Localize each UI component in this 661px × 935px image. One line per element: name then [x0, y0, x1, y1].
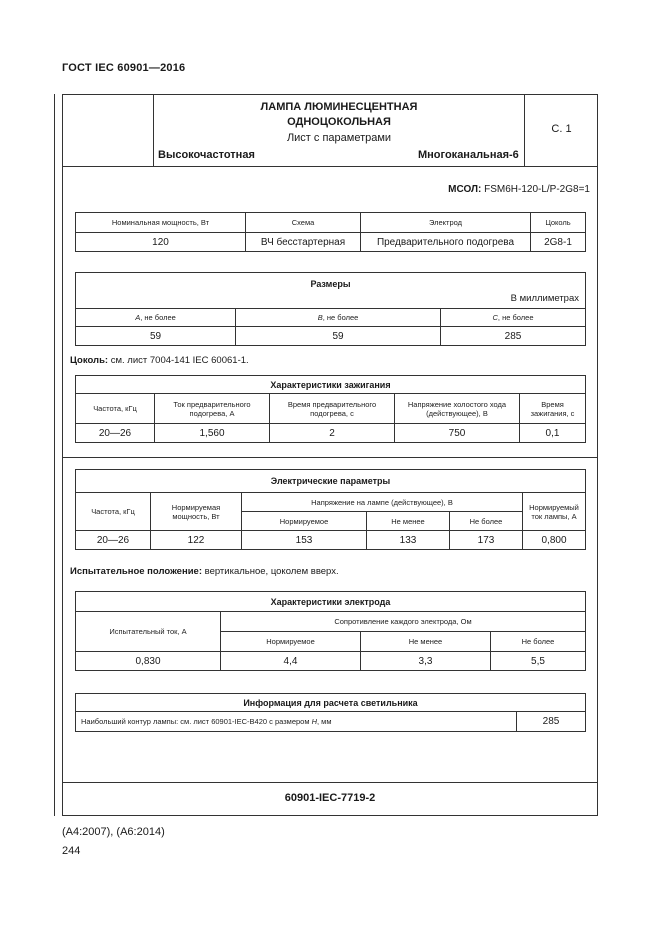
- ignition-header: Время зажигания, с: [520, 394, 586, 424]
- ignition-header: Время предварительного подогрева, с: [270, 394, 395, 424]
- cap-note-label: Цоколь:: [70, 355, 109, 366]
- ignition-header: Напряжение холостого хода (действующее), В: [395, 394, 520, 424]
- binding-line: [54, 94, 55, 816]
- lamp-type-right: Многоканальная-6: [418, 149, 519, 161]
- dimensions-table: [75, 272, 586, 346]
- dimensions-unit: В миллиметрах: [510, 293, 579, 304]
- dimension-value: 59: [76, 327, 236, 346]
- electrode-sub-max: Не более: [491, 632, 586, 652]
- sheet-title-line1: ЛАМПА ЛЮМИНЕСЦЕНТНАЯ: [260, 101, 418, 113]
- electrical-title: Электрические параметры: [76, 470, 586, 493]
- electrical-value: 153: [242, 531, 367, 550]
- electrical-value: 20—26: [76, 531, 151, 550]
- lamp-type-left: Высокочастотная: [158, 149, 255, 161]
- sheet-title: [154, 100, 524, 130]
- main-value: 120: [76, 233, 246, 252]
- main-header: Схема: [246, 213, 361, 233]
- ignition-value: 750: [395, 424, 520, 443]
- electrode-title: Характеристики электрода: [76, 592, 586, 612]
- electrode-header-resistance: Сопротивление каждого электрода, Ом: [221, 612, 586, 632]
- electrode-header-test-current: Испытательный ток, А: [76, 612, 221, 652]
- sheet-subtitle: Лист с параметрами: [286, 132, 392, 144]
- msol-value: FSM6H-120-L/P-2G8=1: [484, 184, 590, 195]
- electrode-sub-nominal: Нормируемое: [221, 632, 361, 652]
- standard-title: ГОСТ IEC 60901—2016: [62, 62, 186, 74]
- luminaire-title: Информация для расчета светильника: [76, 694, 586, 712]
- dimensions-title: Размеры: [310, 279, 351, 289]
- header-bottom-line: [62, 166, 598, 167]
- electrode-value: 4,4: [221, 652, 361, 671]
- ignition-table: [75, 375, 586, 443]
- ignition-header: Ток предварительного подогрева, А: [155, 394, 270, 424]
- test-position-text: вертикальное, цоколем вверх.: [201, 566, 339, 577]
- ignition-header: Частота, кГц: [76, 394, 155, 424]
- luminaire-value: 285: [517, 712, 586, 732]
- dimension-header: A, не более: [76, 309, 236, 327]
- luminaire-text: Наибольший контур лампы: см. лист 60901-IEC-B420 с размером H, мм: [76, 712, 517, 732]
- section-divider: [62, 457, 598, 458]
- main-table: [75, 212, 586, 252]
- main-value: ВЧ бесстартерная: [246, 233, 361, 252]
- cap-note-text: см. лист 7004-141 IEC 60061-1.: [108, 355, 249, 366]
- electrode-value: 0,830: [76, 652, 221, 671]
- electrical-header-frequency: Частота, кГц: [76, 493, 151, 531]
- ignition-title: Характеристики зажигания: [76, 376, 586, 394]
- sheet-page: С. 1: [551, 123, 572, 135]
- main-header: Номинальная мощность, Вт: [76, 213, 246, 233]
- electrical-value: 122: [151, 531, 242, 550]
- electrical-table: [75, 469, 586, 550]
- electrical-sub-min: Не менее: [367, 512, 450, 531]
- electrical-header-current: Нормируемый ток лампы, А: [523, 493, 586, 531]
- dimension-header: B, не более: [236, 309, 441, 327]
- main-value: Предварительного подогрева: [361, 233, 531, 252]
- electrode-value: 5,5: [491, 652, 586, 671]
- ignition-value: 20—26: [76, 424, 155, 443]
- electrical-value: 0,800: [523, 531, 586, 550]
- electrode-table: [75, 591, 586, 671]
- footer-divider: [62, 782, 598, 783]
- electrical-header-power: Нормируемая мощность, Вт: [151, 493, 242, 531]
- main-value: 2G8-1: [531, 233, 586, 252]
- electrode-value: 3,3: [361, 652, 491, 671]
- test-position-note: [70, 566, 339, 577]
- ignition-value: 1,560: [155, 424, 270, 443]
- dimension-value: 285: [441, 327, 586, 346]
- luminaire-table: [75, 693, 586, 732]
- ignition-value: 2: [270, 424, 395, 443]
- electrical-value: 133: [367, 531, 450, 550]
- electrical-sub-max: Не более: [450, 512, 523, 531]
- main-header: Электрод: [361, 213, 531, 233]
- electrode-sub-min: Не менее: [361, 632, 491, 652]
- msol-label: МСОЛ:: [448, 184, 482, 195]
- main-header: Цоколь: [531, 213, 586, 233]
- electrical-header-voltage: Напряжение на лампе (действующее), В: [242, 493, 523, 512]
- sheet-code: 60901-IEC-7719-2: [284, 792, 376, 804]
- cap-note: [70, 355, 249, 366]
- amendments: (A4:2007), (A6:2014): [62, 826, 165, 838]
- test-position-label: Испытательное положение:: [70, 566, 202, 577]
- electrical-sub-nominal: Нормируемое: [242, 512, 367, 531]
- dimensions-title-cell: [76, 273, 586, 309]
- electrical-value: 173: [450, 531, 523, 550]
- dimension-value: 59: [236, 327, 441, 346]
- dimension-header: C, не более: [441, 309, 586, 327]
- sheet-title-line2: ОДНОЦОКОЛЬНАЯ: [287, 116, 391, 128]
- msol-line: [448, 184, 590, 195]
- ignition-value: 0,1: [520, 424, 586, 443]
- page-number: 244: [62, 845, 81, 857]
